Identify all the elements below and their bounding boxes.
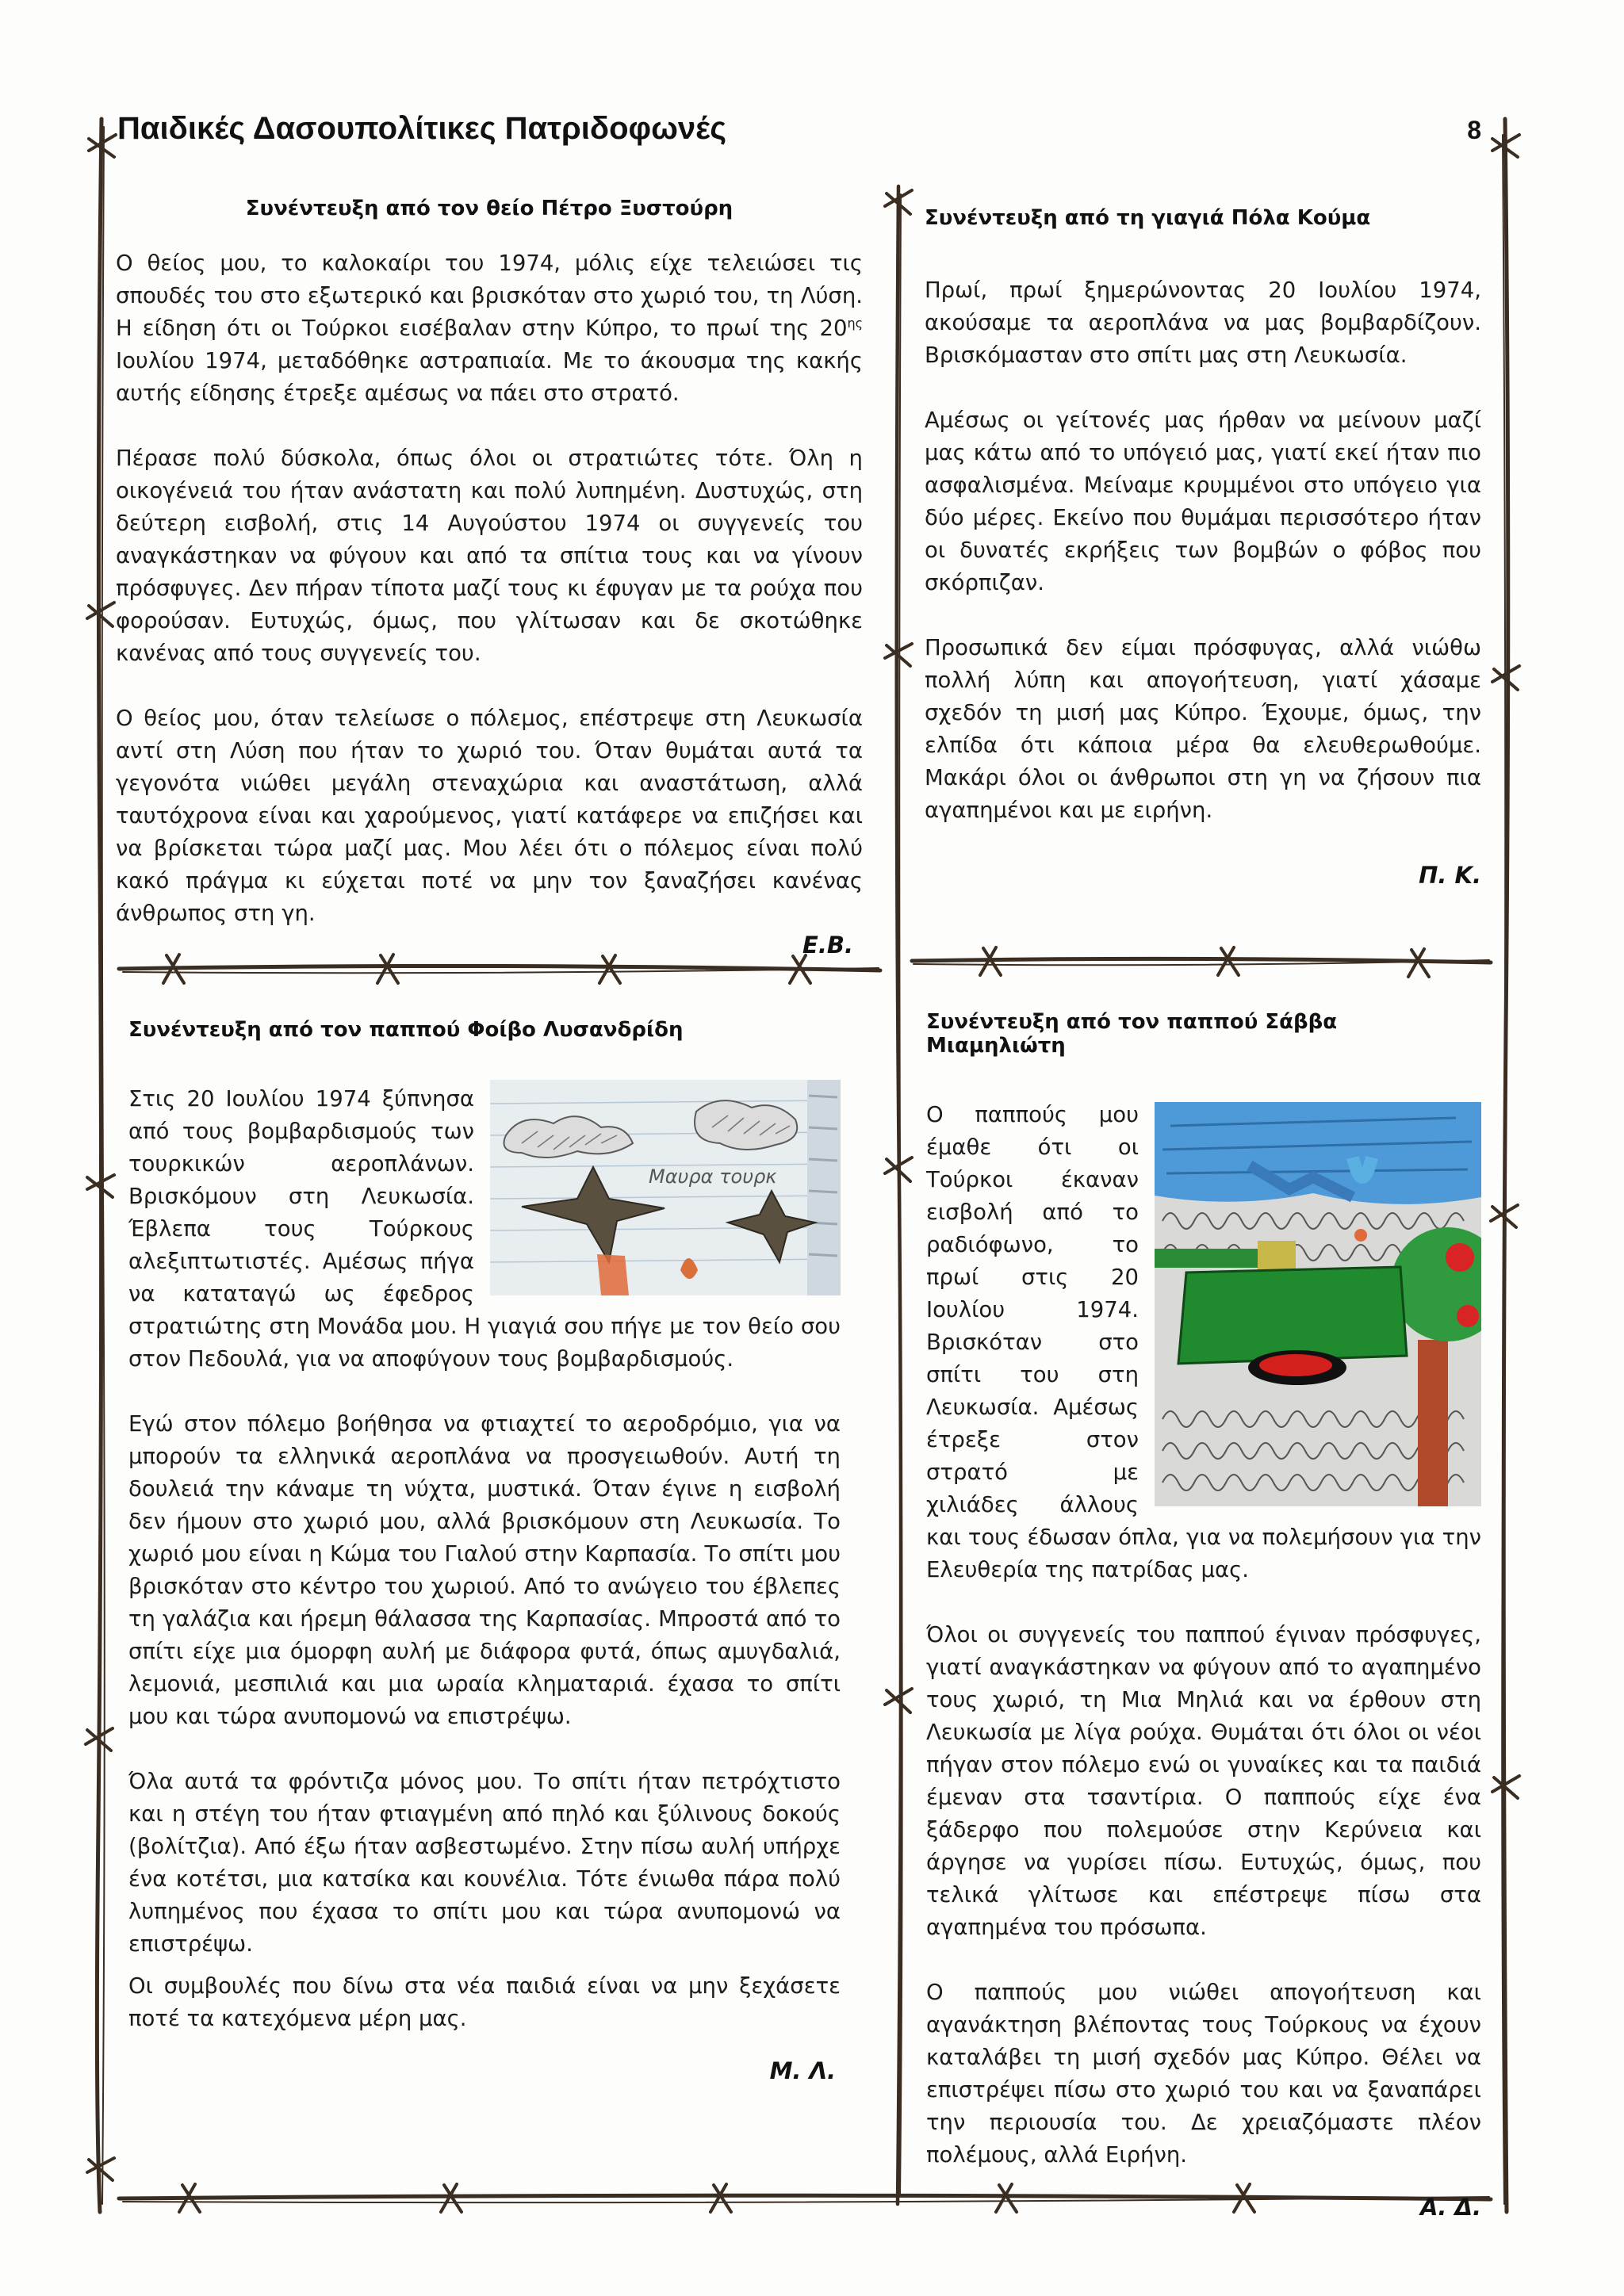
drawing-tank [1155, 1102, 1481, 1506]
article-foivos-lysandridis [128, 1018, 841, 2084]
article-paragraph: Προσωπικά δεν είμαι πρόσφυγας, αλλά νιώθω πολλή λύπη και απογοήτευση, γιατί χάσαμε σχεδόν τη μισή μας Κύπρο. Έχουμε, όμως, την ελπίδα ότι κάποια μέρα θα ελευθερωθούμε. Μακάρι όλοι οι άνθρωποι στη γη να ζήσουν πια αγαπημένοι και με ειρήνη. [925, 635, 1481, 823]
article-paragraph: Εγώ στον πόλεμο βοήθησα να φτιαχτεί το αεροδρόμιο, για να μπορούν τα ελληνικά αεροπλάνα να προσγειωθούν. Αυτή τη δουλειά την κάναμε τη νύχτα, μυστικά. Όταν έγινε η εισβολή δεν ήμουν στο χωριό μου, αλλά βρισκόμουν στη Λευκωσία. Το χωριό μου είναι η Κώμα του Γιαλού στην Καρπασία. Το σπίτι μου βρισκόταν στο κέντρο του χωριού. Από το ανώγειο του έβλεπες τη γαλάζια και ήρεμη θάλασσα της Καρπασίας. Μπροστά από το σπίτι είχε μια όμορφη αυλή με διάφορα φυτά, όπως αμυγδαλιά, λεμονιά, μεσπιλιά και μια ωραία κληματαριά. έχασα το σπίτι μου και τώρα ανυπομονώ να επιστρέψω. [128, 1411, 841, 1729]
article-paragraph: Οι συμβουλές που δίνω στα νέα παιδιά είναι να μην ξεχάσετε ποτέ τα κατεχόμενα μέρη μας. [128, 1973, 841, 2031]
drawing-label: Μαυρα τουρκ [649, 1165, 777, 1188]
page-number: 8 [1467, 116, 1481, 144]
article-title: Συνέντευξη από τον παππού Σάββα Μιαμηλιώτη [926, 1010, 1338, 1058]
article-signature: Α. Δ. [1419, 2194, 1481, 2221]
article-paragraph: Ο παππούς μου έμαθε ότι οι Τούρκοι έκαναν εισβολή από το ραδιόφωνο, το πρωί στις 20 Ιουλίου 1974. Βρισκόταν στο σπίτι του στη Λευκωσία. Αμέσως έτρεξε στον στρατό με χιλιάδες άλλους και τους έδωσαν όπλα, για να πολεμήσουν για την Ελευθερία της πατρίδας μας. [926, 1099, 1481, 1586]
page-title: Παιδικές Δασουπολίτικες Πατριδοφωνές [117, 111, 727, 146]
article-savvas-miamilioti [926, 1010, 1481, 2221]
article-pola-kouma [925, 206, 1481, 889]
article-paragraph: Ο παππούς μου νιώθει απογοήτευση και αγανάκτηση βλέποντας τους Τούρκους να έχουν καταλάβει τη μισή σχεδόν μας Κύπρο. Θέλει να επιστρέψει πίσω στο χωριό του και να ξαναπάρει την περιουσία του. Δε χρειαζόμαστε πλέον πολέμους, αλλά Ειρήνη. [926, 1980, 1481, 2168]
article-paragraph: Πρωί, πρωί ξημερώνοντας 20 Ιουλίου 1974, ακούσαμε τα αεροπλάνα να μας βομβαρδίζουν. Βρισκόμασταν στο σπίτι μας στη Λευκωσία. [925, 277, 1481, 368]
article-signature: Π. Κ. [1419, 862, 1481, 889]
article-signature: Ε.Β. [802, 932, 853, 959]
article-title: Συνέντευξη από τον παππού Φοίβο Λυσανδρίδη [128, 1018, 684, 1042]
drawing-planes [490, 1080, 841, 1295]
article-paragraph: Όλα αυτά τα φρόντιζα μόνος μου. Το σπίτι ήταν πετρόχτιστο και η στέγη του ήταν φτιαγμένη από πηλό και ξύλινους δοκούς (βολίτζια). Από έξω ήταν ασβεστωμένο. Στην πίσω αυλή υπήρχε ένα κοτέτσι, μια κατσίκα και κουνέλια. Τότε ένιωθα πάρα πολύ λυπημένος που έχασα το σπίτι μου και τώρα ανυπομονώ να επιστρέψω. [128, 1769, 841, 1957]
article-title: Συνέντευξη από τη γιαγιά Πόλα Κούμα [925, 206, 1371, 230]
article-petros-xystouris [116, 197, 863, 959]
article-paragraph: Ο θείος μου, όταν τελείωσε ο πόλεμος, επέστρεψε στη Λευκωσία αντί στη Λύση που ήταν το χωριό του. Όταν θυμάται αυτά τα γεγονότα νιώθει μεγάλη στεναχώρια και αναστάτωση, αλλά ταυτόχρονα είναι και χαρούμενος, γιατί κατάφερε να επιζήσει και να βρίσκεται τώρα μαζί μας. Μου λέει ότι ο πόλεμος είναι πολύ κακό πράγμα κι εύχεται ποτέ να μην τον ξαναζήσει κανένας άνθρωπος στη γη. [116, 706, 863, 926]
article-paragraph: Ο θείος μου, το καλοκαίρι του 1974, μόλις είχε τελειώσει τις σπουδές του στο εξωτερικό και βρισκόταν στο χωριό του, τη Λύση. Η είδηση ότι οι Τούρκοι εισέβαλαν στην Κύπρο, το πρωί της $20^{\eta\varsigma}$ Ιουλίου 1974, μεταδόθηκε αστραπιαία. Με το άκουσμα της κακής αυτής είδησης έτρεξε αμέσως να πάει στο στρατό. [116, 251, 863, 406]
article-paragraph: Όλοι οι συγγενείς του παππού έγιναν πρόσφυγες, γιατί αναγκάστηκαν να φύγουν από το αγαπημένο τους χωριό, τη Μια Μηλιά και να έρθουν στη Λευκωσία με λίγα ρούχα. Θυμάται ότι όλοι οι νέοι πήγαν στον πόλεμο ενώ οι γυναίκες και τα παιδιά έμεναν στα τσαντίρια. Ο παππούς είχε ένα ξάδερφο που πολεμούσε στην Κερύνεια και άργησε να γυρίσει πίσω. Ευτυχώς, όμως, που τελικά γλίτωσε και επέστρεψε πίσω στα αγαπημένα του πρόσωπα. [926, 1622, 1481, 1940]
article-paragraph: Πέρασε πολύ δύσκολα, όπως όλοι οι στρατιώτες τότε. Όλη η οικογένειά του ήταν ανάστατη και πολύ λυπημένη. Δυστυχώς, στη δεύτερη εισβολή, στις 14 Αυγούστου 1974 οι συγγενείς του αναγκάστηκαν να φύγουν και από τα σπίτια τους και να γίνουν πρόσφυγες. Δεν πήραν τίποτα μαζί τους κι έφυγαν με τα ρούχα που φορούσαν. Ευτυχώς, όμως, που γλίτωσαν και δε σκοτώθηκε κανένας από τους συγγενείς του. [116, 446, 863, 666]
article-title: Συνέντευξη από τον θείο Πέτρο Ξυστούρη [245, 197, 733, 220]
article-signature: Μ. Λ. [769, 2057, 836, 2084]
article-paragraph: Μαυρα τουρκ Στις 20 Ιουλίου 1974 ξύπνησα από τους βομβαρδισμούς των τουρκικών αεροπλάνων. Βρισκόμουν στη Λευκωσία. Έβλεπα τους Τούρκους αλεξιπτωτιστές. Αμέσως πήγα να καταταγώ ως έφεδρος στρατιώτης στη Μονάδα μου. Η γιαγιά σου πήγε με τον θείο σου στον Πεδουλά, για να αποφύγουν τους βομβαρδισμούς. [128, 1083, 841, 1376]
article-paragraph: Αμέσως οι γείτονές μας ήρθαν να μείνουν μαζί μας κάτω από το υπόγειό μας, γιατί εκεί ήταν πιο ασφαλισμένα. Μείναμε κρυμμένοι στο υπόγειο για δύο μέρες. Εκείνο που θυμάμαι περισσότερο ήταν οι δυνατές εκρήξεις των βομβών ο φόβος που σκόρπιζαν. [925, 408, 1481, 595]
page-header [117, 111, 1481, 147]
